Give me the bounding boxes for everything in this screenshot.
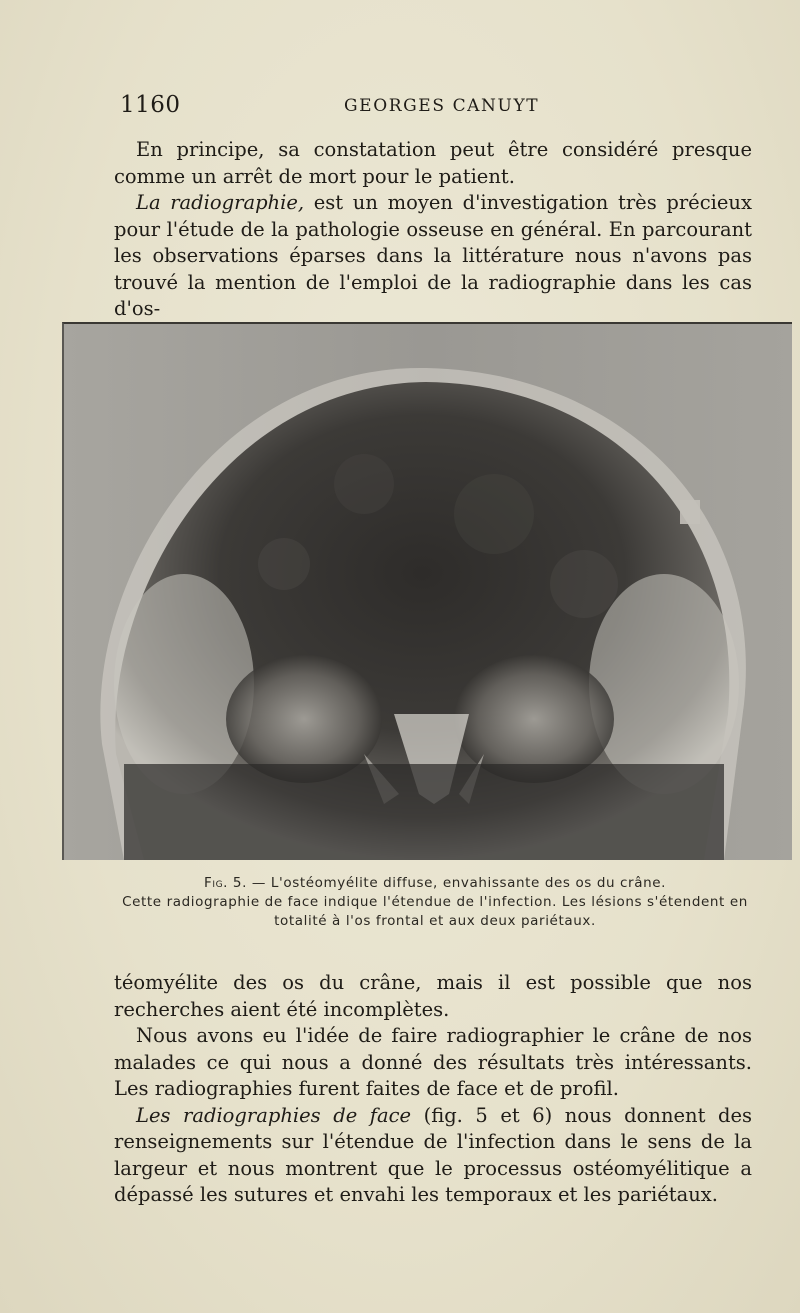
paragraph-text: (fig. 5 et 6) nous donnent des renseignements sur l'étendue de l'infection dans le sens de la largeur et nous montrent que le processus ostéomyélitique a dépassé les sutures et envahi les temporaux et les pariétaux.	[114, 1103, 752, 1206]
figure-caption	[110, 874, 760, 931]
italic-term: Les radiographies de face	[136, 1103, 412, 1127]
paragraph-frontal-views	[114, 1103, 752, 1209]
page-number: 1160	[120, 92, 181, 118]
paragraph-prognosis	[114, 137, 752, 190]
page-header	[120, 92, 750, 122]
italic-term: La radiographie,	[136, 191, 305, 214]
paragraph-continuation: téomyélite des os du crâne, mais il est possible que nos recherches aient été incomplètes.	[114, 971, 752, 1021]
radiograph-image	[64, 324, 792, 860]
top-text-block	[114, 137, 752, 323]
paragraph-text: est un moyen d'investigation très précieux pour l'étude de la pathologie osseuse en général. En parcourant les observations éparses dans la littérature nous n'avons pas trouvé la mention de l'emploi de la radiographie dans les cas d'os-	[114, 191, 752, 320]
caption-title: — L'ostéomyélite diffuse, envahissante des os du crâne.	[247, 875, 667, 891]
skull-radiograph-figure	[62, 322, 792, 860]
bottom-text-block	[114, 970, 752, 1209]
paragraph-radiography-method: Nous avons eu l'idée de faire radiographier le crâne de nos malades ce qui nous a donné des résultats très intéressants. Les radiographies furent faites de face et de profil.	[114, 1024, 752, 1100]
paragraph-text: En principe, sa constatation peut être considéré presque comme un arrêt de mort pour le patient.	[114, 138, 752, 188]
caption-title-line	[110, 874, 760, 893]
figure-label: Fig. 5.	[203, 875, 248, 891]
running-head: GEORGES CANUYT	[344, 96, 540, 116]
caption-description: Cette radiographie de face indique l'étendue de l'infection. Les lésions s'étendent en totalité à l'os frontal et aux deux pariétaux.	[122, 894, 748, 929]
paragraph-radiography-intro	[114, 190, 752, 323]
